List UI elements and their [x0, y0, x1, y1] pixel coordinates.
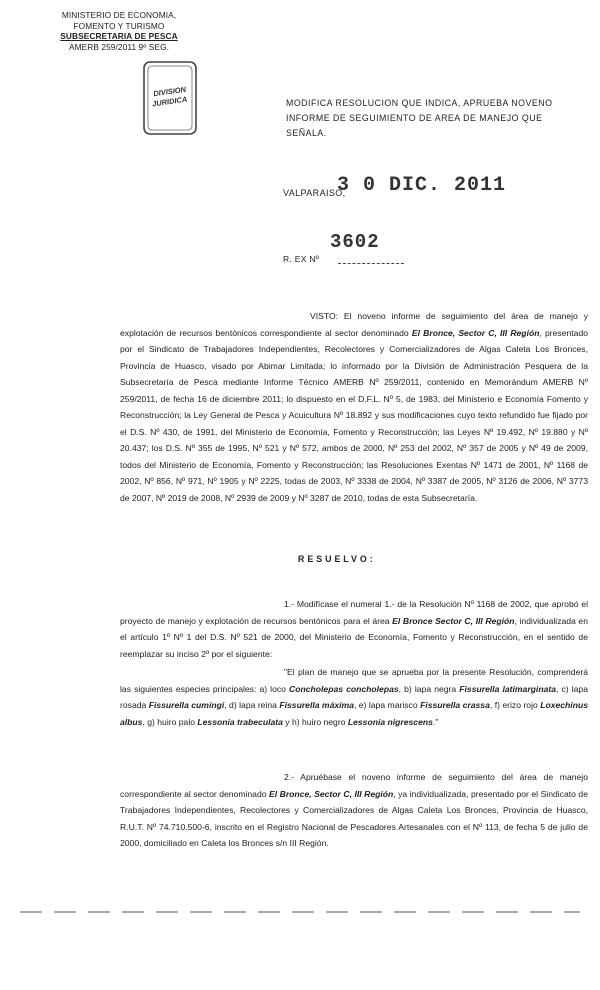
quote-text-8: y h) huiro negro	[282, 716, 348, 727]
point-2-lead: 2.- Apruébase el noveno informe de seguimiento del área de manejo correspondiente al sector denominado	[120, 772, 588, 799]
visto-lead: VISTO: El noveno informe de seguimiento del área de manejo y explotación de recursos bentónicos correspondiente al sector denominado	[120, 311, 588, 338]
stamp-line-2: JURIDICA	[151, 94, 188, 109]
quote-text-5: , e) lapa marisco	[353, 700, 421, 710]
quote-text-6: , f) erizo rojo	[489, 700, 541, 710]
species-lapa-marisco: Fissurella crassa	[420, 700, 490, 710]
species-loco: Concholepas concholepas	[289, 683, 399, 694]
resolution-point-1	[120, 596, 588, 662]
point-2-rest: , ya individualizada, presentado por el Sindicato de Trabajadores Independientes, Recolectores y Comercializadores de Algas Caleta Los Bronces, Provincia de Huasco, R.U.T. Nº 74.710.500-6, inscrito en el Registro Nacional de Pescadores Artesanales con el Nº 113, de fecha 5 de julio de 2000, domiciliado en Caleta los Bronces s/n III Región.	[120, 788, 588, 848]
page-separator	[20, 908, 580, 916]
quote-text-1: "El plan de manejo que se aprueba por la presente Resolución, comprenderá las siguientes especies principales: a) loco	[120, 667, 588, 694]
document-title: MODIFICA RESOLUCION QUE INDICA, APRUEBA NOVENO INFORME DE SEGUIMIENTO DE AREA DE MANEJO QUE SEÑALA.	[286, 98, 553, 138]
species-quote	[120, 664, 588, 730]
species-huiro-palo: Lessonia trabeculata	[197, 716, 283, 727]
ministry-line-2: FOMENTO Y TURISMO	[73, 20, 165, 31]
ministry-line-1: MINISTERIO DE ECONOMIA,	[61, 10, 177, 20]
species-erizo-rojo: Loxechinus albus	[120, 700, 588, 727]
amerb-reference: AMERB 259/2011 9º SEG.	[68, 41, 170, 52]
visto-paragraph	[120, 308, 588, 506]
visto-rest: , presentado por el Sindicato de Trabajadores Independientes, Recolectores y Comercializadores de Algas Caleta Los Bronces, Provincia de Huasco, visado por Abimar Limitada; lo informado por la División de Administración Pesquera de la Subsecretaría de Pesca mediante Informe Técnico AMERB Nº 259/2011, contenido en Memorándum AMERB Nº 259/2011, de fecha 16 de diciembre 2011; lo dispuesto en el D.F.L. Nº 5, de 1983, del Ministerio e Economía Fomento y Reconstrucción; la Ley General de Pesca y Acuicultura Nº 18.892 y sus modificaciones cuyo texto refundido fue fijado por el D.S. Nº 430, de 1991, del Ministerio de Economía, Fomento y Reconstrucción; las Leyes Nº 19.492, Nº 19.880 y Nº 20.437; los D.S. Nº 355 de 1995, Nº 521 y Nº 572, ambos de 2000, Nº 253 del 2002, Nº 357 de 2005 y Nº 49 de 2009, todos del Ministerio de Economía, Fomento y Reconstrucción; las Resoluciones Exentas Nº 1471 de 2001, Nº 1168 de 2002, Nº 856, Nº 971, Nº 1905 y Nº 2225, todas de 2003, Nº 3338 de 2004, Nº 3387 de 2005, Nº 3126 de 2006, Nº 3773 de 2007, Nº 2019 de 2008, Nº 2939 de 2009 y Nº 3287 de 2010, todas de esta Subsecretaría.	[120, 327, 589, 503]
point-1-sector: El Bronce Sector C, III Región	[392, 615, 515, 626]
point-2-sector: El Bronce, Sector C, III Región	[269, 788, 394, 799]
resolution-number-line	[338, 263, 404, 264]
quote-text-7: , g) huiro palo	[142, 716, 198, 727]
date-stamp: 3 0 DIC. 2011	[337, 174, 507, 197]
quote-text-9: ."	[432, 716, 439, 727]
visto-sector: El Bronce, Sector C, III Región	[411, 327, 540, 338]
species-lapa-negra: Fissurella latimarginata	[459, 683, 556, 694]
quote-text-4: , d) lapa reina	[224, 700, 280, 710]
division-juridica-stamp	[140, 58, 200, 138]
stamp-line-1: DIVISION	[152, 84, 187, 99]
place-label: VALPARAISO,	[283, 188, 346, 198]
subsecretaria-line: SUBSECRETARIA DE PESCA	[60, 31, 178, 41]
species-lapa-reina: Fissurella máxima	[279, 700, 354, 710]
resolution-point-2	[120, 769, 588, 852]
species-huiro-negro: Lessonia nigrescens	[347, 716, 433, 727]
point-1-lead: 1.- Modifícase el numeral 1.- de la Resolución Nº 1168 de 2002, que aprobó el proyecto de manejo y explotación de recursos bentónicos para el área	[120, 599, 588, 626]
resolution-label: R. EX Nº	[283, 254, 320, 264]
resolution-number: 3602	[330, 231, 380, 253]
resuelvo-heading: RESUELVO:	[298, 554, 376, 564]
point-1-rest: , individualizada en el artículo 1º Nº 1 del D.S. Nº 521 de 2000, del Ministerio de Economía, Fomento y Reconstrucción, en el sentido de reemplazar su inciso 2º por el siguiente:	[120, 615, 588, 659]
ministry-header	[34, 10, 204, 52]
quote-text-3: , c) lapa rosada	[120, 683, 588, 710]
species-lapa-rosada: Fissurella cumingi	[148, 700, 225, 710]
quote-text-2: , b) lapa negra	[398, 683, 460, 694]
